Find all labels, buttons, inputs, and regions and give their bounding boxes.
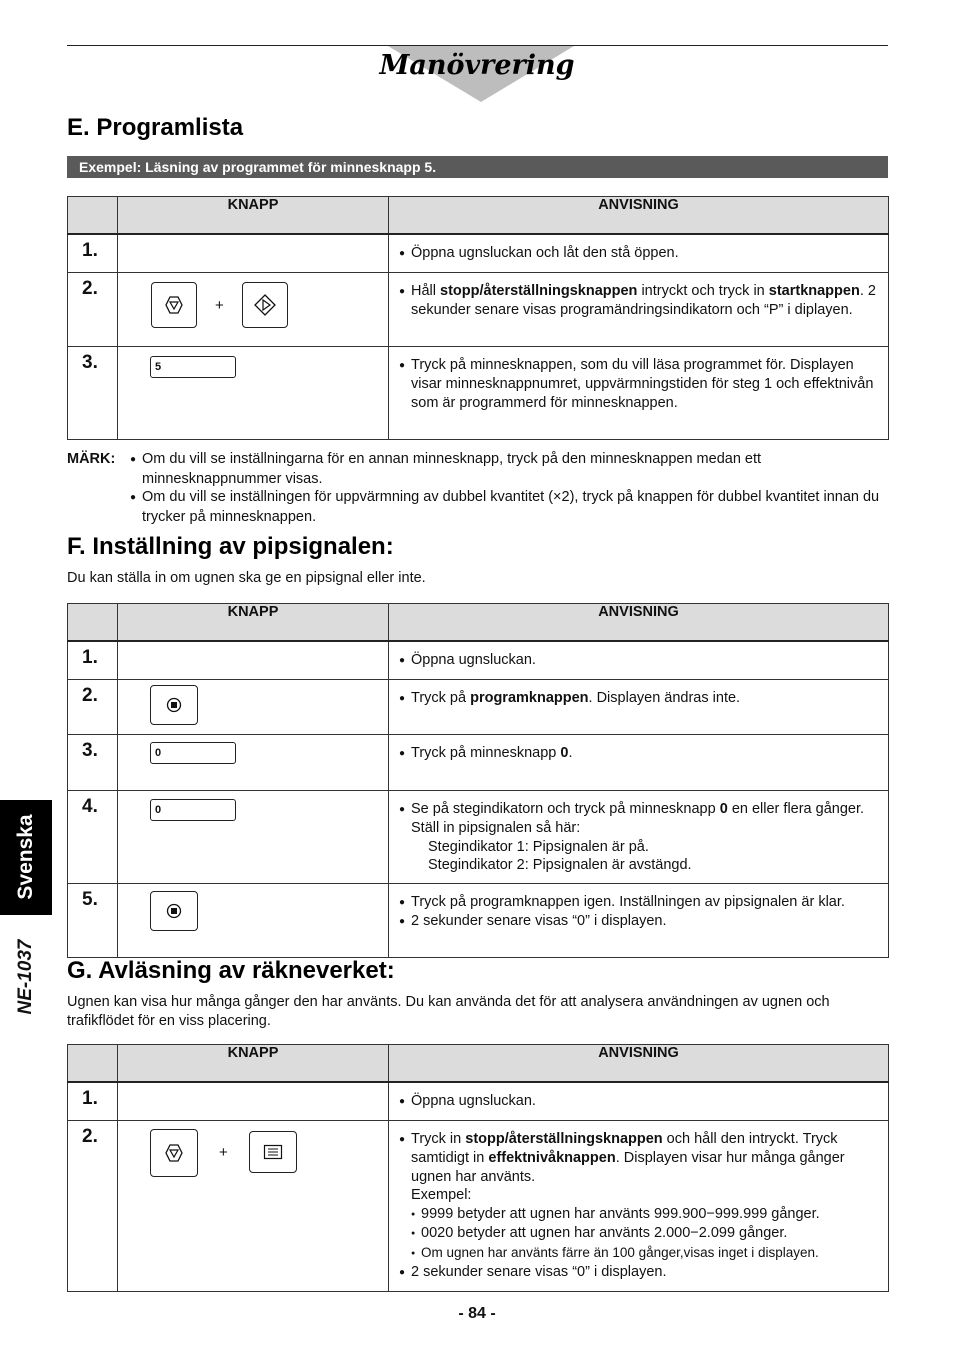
power-level-icon (263, 1144, 283, 1160)
stop-hexagon-icon (164, 295, 184, 315)
step-number: 3. (82, 351, 98, 373)
plus-sign: + (219, 1143, 228, 1161)
step-number: 1. (82, 647, 98, 668)
instruction-text: ● Tryck på programknappen igen. Inställningen av pipsignalen är klar. (399, 893, 880, 913)
notes-block (67, 450, 887, 526)
page-number: - 84 - (458, 1305, 496, 1322)
page-title: Manövrering (379, 50, 575, 81)
section-e-title: E. Programlista (67, 114, 244, 141)
step-indicator-1: Stegindikator 1: Pipsignalen är på. (428, 838, 649, 855)
start-button[interactable] (242, 282, 288, 328)
step-number: 1. (82, 1088, 98, 1109)
table-row (68, 346, 889, 439)
note-item: ● Om du vill se inställningarna för en annan minnesknapp, tryck på den minnesknappen medan ett minnesknappnummer visas. (130, 450, 887, 488)
memory-key-5[interactable]: 5 (150, 356, 236, 378)
stop-reset-button[interactable] (151, 282, 197, 328)
instruction-text: ● 2 sekunder senare visas “0” i displayen. (399, 912, 880, 932)
header-empty (68, 197, 118, 235)
section-f-intro: Du kan ställa in om ugnen ska ge en pipsignal eller inte. (67, 570, 426, 586)
header-empty (68, 604, 118, 642)
program-button[interactable] (150, 685, 198, 725)
table-row (68, 883, 889, 957)
header-key: KNAPP (118, 1045, 389, 1083)
table-header-row (68, 1045, 889, 1083)
memory-key-0[interactable]: 0 (150, 799, 236, 821)
step-number: 4. (82, 795, 98, 817)
model-number: NE-1037 (15, 939, 36, 1015)
language-tab (0, 800, 52, 915)
instruction-text: ● Öppna ugnsluckan. (399, 651, 880, 671)
example-item: ● 0020 betyder att ugnen har använts 2.000−2.099 gånger. (411, 1224, 880, 1244)
instruction-text: ● Se på stegindikatorn och tryck på minnesknapp 0 en eller flera gånger. Ställ in pipsignalen så här: (399, 800, 880, 838)
beep-setting-table (67, 603, 889, 958)
power-level-button[interactable] (249, 1131, 297, 1173)
instruction-text: ● Tryck på minnesknapp 0. (399, 744, 880, 764)
program-icon (166, 697, 182, 713)
header-instruction: ANVISNING (389, 604, 889, 642)
section-g-intro: Ugnen kan visa hur många gånger den har använts. Du kan använda det för att analysera användningen av ugnen och trafikflödet för en viss placering. (67, 994, 830, 1029)
example-item: ● Om ugnen har använts färre än 100 gånger,visas inget i displayen. (411, 1244, 880, 1264)
step-number: 1. (82, 240, 98, 261)
counter-reading-table (67, 1044, 889, 1292)
section-f-title: F. Inställning av pipsignalen: (67, 533, 394, 560)
table-row (68, 641, 889, 679)
table-row (68, 1082, 889, 1120)
step-number: 3. (82, 739, 98, 761)
stop-reset-button[interactable] (150, 1129, 198, 1177)
header-key: KNAPP (118, 197, 389, 235)
header-instruction: ANVISNING (389, 197, 889, 235)
step-number: 2. (82, 1125, 98, 1147)
program-button[interactable] (150, 891, 198, 931)
example-item: ● 9999 betyder att ugnen har använts 999.900−999.999 gånger. (411, 1205, 880, 1225)
step-indicator-2: Stegindikator 2: Pipsignalen är avstängd. (428, 857, 692, 873)
table-row (68, 234, 889, 272)
instruction-text: ● 2 sekunder senare visas “0” i displayen. (399, 1263, 880, 1283)
stop-hexagon-icon (164, 1143, 184, 1163)
step-number: 2. (82, 277, 98, 299)
instruction-text: ● Tryck på minnesknappen, som du vill läsa programmet för. Displayen visar minnesknappnumret, uppvärmningstiden för steg 1 och effektnivån som är programmerd för minnesknappen. (399, 356, 880, 413)
instruction-text: ● Tryck in stopp/återställningsknappen och håll den intryckt. Tryck samtidigt in effektnivåknappen. Displayen visar hur många gånger ugnen har använts. (399, 1130, 880, 1187)
step-number: 2. (82, 684, 98, 706)
program-icon (166, 903, 182, 919)
table-header-row (68, 197, 889, 235)
instruction-text: ● Öppna ugnsluckan. (399, 1092, 880, 1112)
instruction-text: ● Håll stopp/återställningsknappen intryckt och tryck in startknappen. 2 sekunder senare visas programändringsindikatorn och “P” i diplayen. (399, 282, 880, 320)
instruction-text: ● Öppna ugnsluckan och låt den stå öppen. (399, 244, 880, 264)
table-row (68, 790, 889, 883)
note-item: ● Om du vill se inställningen för uppvärmning av dubbel kvantitet (×2), tryck på knappen för dubbel kvantitet innan du trycker på minnesknappen. (130, 488, 887, 526)
section-g-title: G. Avläsning av räkneverket: (67, 957, 395, 984)
example-bar: Exempel: Läsning av programmet för minnesknapp 5. (67, 156, 888, 178)
table-row (68, 1120, 889, 1291)
memory-key-0[interactable]: 0 (150, 742, 236, 764)
example-label: Exempel: (411, 1187, 472, 1203)
table-row (68, 734, 889, 790)
header-key: KNAPP (118, 604, 389, 642)
header-instruction: ANVISNING (389, 1045, 889, 1083)
program-list-table (67, 196, 889, 440)
note-label: MÄRK: (67, 451, 116, 467)
step-number: 5. (82, 888, 98, 910)
start-diamond-icon (254, 294, 276, 316)
plus-sign: + (215, 296, 224, 314)
table-row (68, 272, 889, 346)
instruction-text: ● Tryck på programknappen. Displayen ändras inte. (399, 689, 880, 709)
table-row (68, 679, 889, 734)
language-label: Svenska (14, 814, 37, 900)
header-empty (68, 1045, 118, 1083)
table-header-row (68, 604, 889, 642)
